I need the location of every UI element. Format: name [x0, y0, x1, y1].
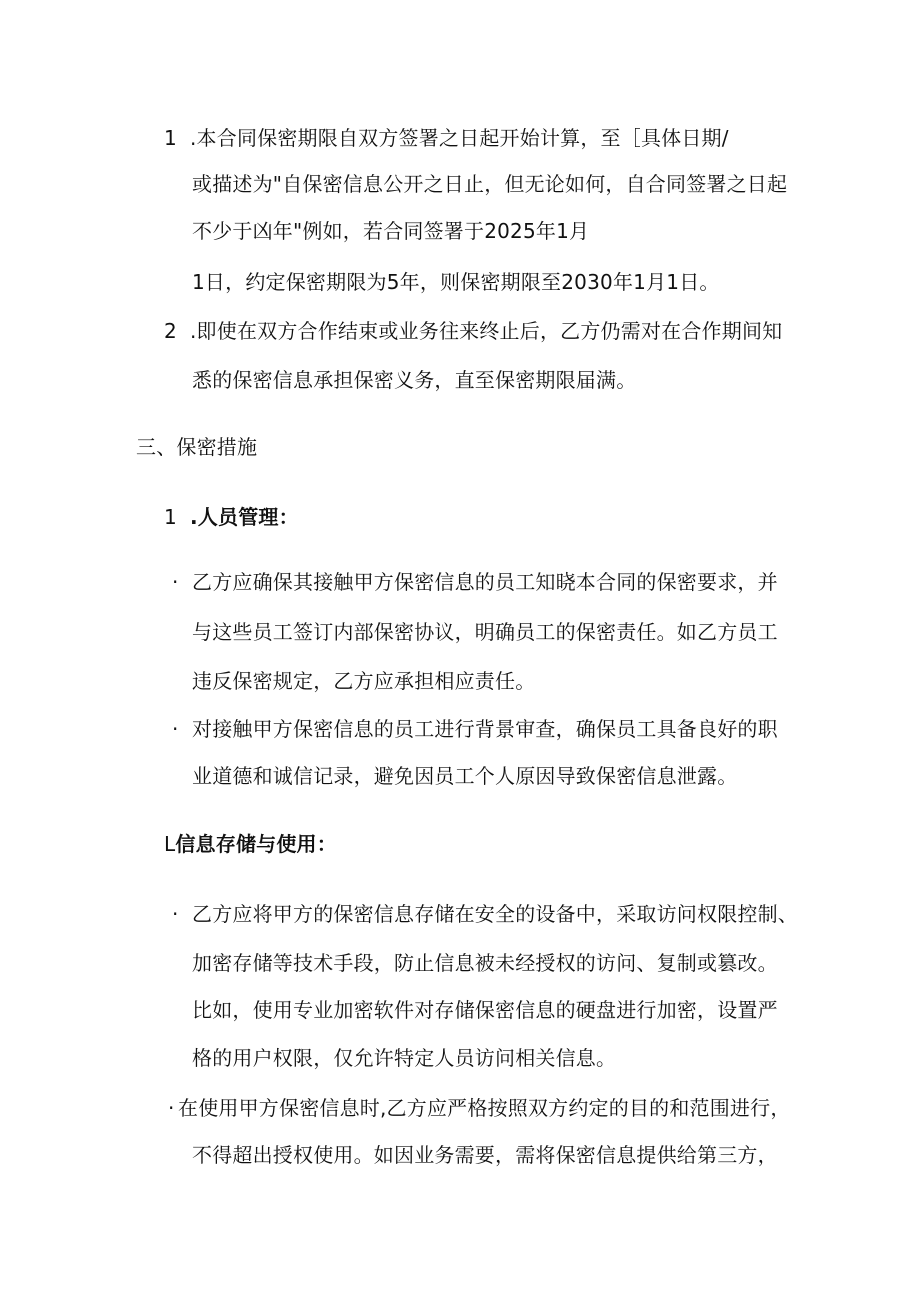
- item-1-text-1: .本合同保密期限自双方签署之日起开始计算，至［具体日期/: [190, 126, 729, 150]
- sub-2-bullet-2-line-1: 在使用甲方保密信息时,乙方应严格按照双方约定的目的和范围进行，: [178, 1096, 791, 1120]
- item-1-line-3: 不少于凶年"例如，若合同签署于2025年1月: [192, 219, 590, 243]
- item-2-line-2: 悉的保密信息承担保密义务，直至保密期限届满。: [192, 368, 637, 392]
- sub-2-bullet-1-mark: ·: [172, 902, 179, 926]
- sub-1-bullet-2-line-2: 业道德和诚信记录，避免因员工个人原因导致保密信息泄露。: [192, 764, 738, 788]
- sub-1-bullet-1-line-2: 与这些员工签订内部保密协议，明确员工的保密责任。如乙方员工: [192, 620, 778, 644]
- sub-2-bullet-1-line-1: 乙方应将甲方的保密信息存储在安全的设备中，采取访问权限控制、: [192, 902, 798, 926]
- sub-1-bullet-1-line-3: 违反保密规定，乙方应承担相应责任。: [192, 669, 536, 693]
- sub-2-bullet-2-mark: ·: [168, 1096, 175, 1120]
- sub-1-bullet-2-mark: ·: [172, 717, 179, 741]
- sub-1-bullet-2-line-1: 对接触甲方保密信息的员工进行背景审查，确保员工具备良好的职: [192, 717, 778, 741]
- sub-1-bullet-1-line-1: 乙方应确保其接触甲方保密信息的员工知晓本合同的保密要求，并: [192, 570, 778, 594]
- sub-2-bullet-1-line-4: 格的用户权限，仅允许特定人员访问相关信息。: [192, 1046, 617, 1070]
- item-1-number: 1: [164, 126, 177, 150]
- sub-2-bullet-1-line-2: 加密存储等技术手段，防止信息被未经授权的访问、复制或篡改。: [192, 951, 778, 975]
- sub-2-heading: [164, 830, 337, 858]
- item-1-line-4: 1日，约定保密期限为5年，则保密期限至2030年1月1日。: [192, 270, 720, 294]
- sub-2-title: 信息存储与使用：: [175, 832, 337, 856]
- sub-1-number: 1: [164, 505, 177, 529]
- sub-2-prefix: L: [164, 832, 176, 856]
- item-1-line-1: [164, 124, 729, 152]
- item-2-text-1: .即使在双方合作结束或业务往来终止后，乙方仍需对在合作期间知: [190, 319, 783, 343]
- item-2-line-1: [164, 317, 782, 345]
- sub-1-title: .人员管理：: [190, 505, 299, 529]
- item-1-line-2: 或描述为"自保密信息公开之日止，但无论如何，自合同签署之日起: [192, 172, 788, 196]
- sub-2-bullet-2-line-2: 不得超出授权使用。如因业务需要，需将保密信息提供给第三方，: [192, 1143, 778, 1167]
- sub-1-heading: [164, 503, 299, 531]
- sub-1-bullet-1-mark: ·: [172, 570, 179, 594]
- section-3-heading: 三、保密措施: [136, 435, 258, 459]
- sub-2-bullet-1-line-3: 比如，使用专业加密软件对存储保密信息的硬盘进行加密，设置严: [192, 998, 778, 1022]
- item-2-number: 2: [164, 319, 177, 343]
